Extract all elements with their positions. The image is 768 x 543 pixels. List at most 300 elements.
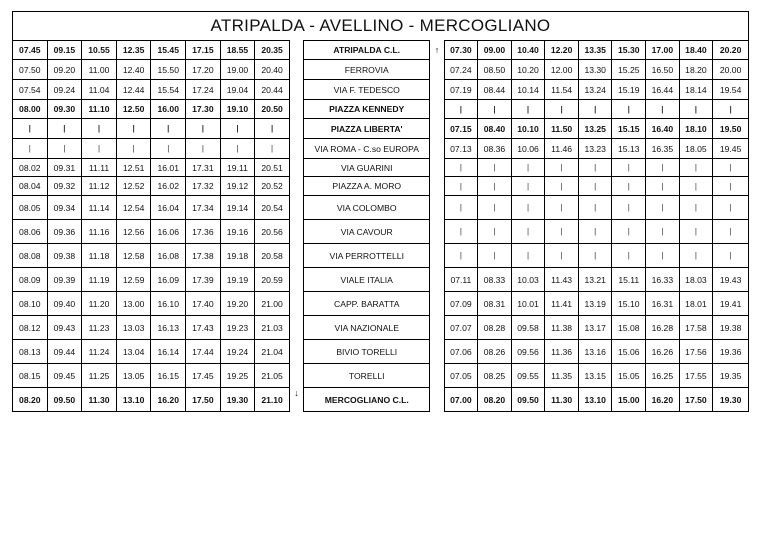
return-time-cell: 09.50: [511, 388, 545, 412]
outbound-time-cell: 08.08: [13, 244, 48, 268]
return-time-cell: 11.41: [545, 292, 579, 316]
outbound-time-cell: 13.03: [116, 316, 151, 340]
outbound-time-cell: |: [220, 139, 255, 159]
outbound-time-cell: 16.08: [151, 244, 186, 268]
return-time-cell: |: [545, 220, 579, 244]
outbound-direction-arrow: [289, 196, 303, 220]
return-time-cell: 07.13: [444, 139, 478, 159]
return-time-cell: 13.23: [578, 139, 612, 159]
return-time-cell: |: [545, 177, 579, 196]
outbound-time-cell: 09.20: [47, 60, 82, 80]
outbound-time-cell: 19.18: [220, 244, 255, 268]
outbound-time-cell: 17.40: [186, 292, 221, 316]
stop-name: MERCOGLIANO C.L.: [304, 388, 430, 412]
outbound-time-cell: 19.30: [220, 388, 255, 412]
return-direction-arrow: [430, 177, 444, 196]
stop-row: [13, 100, 749, 119]
stop-row: [13, 80, 749, 100]
outbound-time-cell: 19.11: [220, 159, 255, 177]
stop-row: [13, 41, 749, 60]
outbound-time-cell: 13.00: [116, 292, 151, 316]
return-time-cell: 08.26: [478, 340, 512, 364]
return-time-cell: 12.20: [545, 41, 579, 60]
outbound-time-cell: 20.56: [255, 220, 290, 244]
return-time-cell: 13.21: [578, 268, 612, 292]
outbound-time-cell: 08.02: [13, 159, 48, 177]
return-time-cell: 08.20: [478, 388, 512, 412]
outbound-direction-arrow: [289, 177, 303, 196]
return-direction-arrow: [430, 244, 444, 268]
outbound-time-cell: 11.14: [82, 196, 117, 220]
outbound-direction-arrow: [289, 364, 303, 388]
stop-row: [13, 220, 749, 244]
return-time-cell: |: [612, 196, 646, 220]
return-time-cell: 08.50: [478, 60, 512, 80]
return-time-cell: 15.19: [612, 80, 646, 100]
outbound-direction-arrow: [289, 340, 303, 364]
return-time-cell: 20.20: [713, 41, 749, 60]
return-time-cell: 11.46: [545, 139, 579, 159]
return-time-cell: 08.36: [478, 139, 512, 159]
return-time-cell: 13.15: [578, 364, 612, 388]
outbound-time-cell: 17.38: [186, 244, 221, 268]
stop-name: BIVIO TORELLI: [304, 340, 430, 364]
return-time-cell: |: [478, 100, 512, 119]
outbound-time-cell: 11.23: [82, 316, 117, 340]
return-time-cell: 17.58: [679, 316, 713, 340]
outbound-time-cell: 21.03: [255, 316, 290, 340]
return-time-cell: 08.40: [478, 119, 512, 139]
return-time-cell: |: [478, 244, 512, 268]
outbound-time-cell: |: [220, 119, 255, 139]
outbound-time-cell: 09.32: [47, 177, 82, 196]
return-time-cell: 07.05: [444, 364, 478, 388]
return-time-cell: |: [713, 220, 749, 244]
outbound-time-cell: |: [255, 119, 290, 139]
return-time-cell: 10.01: [511, 292, 545, 316]
return-direction-arrow: [430, 159, 444, 177]
stop-row: [13, 196, 749, 220]
return-time-cell: 11.50: [545, 119, 579, 139]
outbound-direction-arrow: [289, 244, 303, 268]
return-time-cell: |: [612, 244, 646, 268]
return-time-cell: |: [545, 100, 579, 119]
stop-name: FERROVIA: [304, 60, 430, 80]
outbound-time-cell: 21.10: [255, 388, 290, 412]
return-time-cell: |: [713, 159, 749, 177]
return-time-cell: |: [646, 244, 680, 268]
return-time-cell: 19.36: [713, 340, 749, 364]
return-time-cell: 15.06: [612, 340, 646, 364]
outbound-time-cell: 16.15: [151, 364, 186, 388]
outbound-time-cell: 16.10: [151, 292, 186, 316]
return-time-cell: 07.30: [444, 41, 478, 60]
return-time-cell: 13.17: [578, 316, 612, 340]
stop-row: [13, 119, 749, 139]
return-time-cell: 11.43: [545, 268, 579, 292]
return-time-cell: 13.24: [578, 80, 612, 100]
stop-row: [13, 159, 749, 177]
return-time-cell: 16.33: [646, 268, 680, 292]
outbound-time-cell: |: [151, 119, 186, 139]
return-time-cell: 15.00: [612, 388, 646, 412]
return-time-cell: |: [646, 196, 680, 220]
return-time-cell: 19.35: [713, 364, 749, 388]
return-time-cell: 10.40: [511, 41, 545, 60]
return-direction-arrow: [430, 340, 444, 364]
outbound-time-cell: 09.40: [47, 292, 82, 316]
return-time-cell: 13.35: [578, 41, 612, 60]
return-time-cell: 10.14: [511, 80, 545, 100]
outbound-time-cell: |: [82, 119, 117, 139]
outbound-time-cell: 16.06: [151, 220, 186, 244]
outbound-time-cell: 17.15: [186, 41, 221, 60]
outbound-time-cell: 19.12: [220, 177, 255, 196]
timetable-grid: [12, 40, 749, 412]
outbound-time-cell: 09.38: [47, 244, 82, 268]
return-time-cell: 19.38: [713, 316, 749, 340]
return-time-cell: |: [511, 220, 545, 244]
outbound-time-cell: 15.45: [151, 41, 186, 60]
return-time-cell: |: [444, 100, 478, 119]
outbound-time-cell: |: [116, 119, 151, 139]
outbound-time-cell: 09.31: [47, 159, 82, 177]
outbound-time-cell: 07.54: [13, 80, 48, 100]
stop-name: VIA GUARINI: [304, 159, 430, 177]
outbound-time-cell: 17.36: [186, 220, 221, 244]
outbound-time-cell: 19.20: [220, 292, 255, 316]
return-time-cell: 08.44: [478, 80, 512, 100]
outbound-time-cell: 11.12: [82, 177, 117, 196]
outbound-time-cell: |: [151, 139, 186, 159]
return-time-cell: |: [679, 159, 713, 177]
outbound-time-cell: 17.45: [186, 364, 221, 388]
return-time-cell: |: [612, 100, 646, 119]
outbound-time-cell: |: [13, 139, 48, 159]
outbound-time-cell: 08.13: [13, 340, 48, 364]
return-time-cell: 18.01: [679, 292, 713, 316]
return-time-cell: |: [511, 177, 545, 196]
outbound-time-cell: 19.19: [220, 268, 255, 292]
return-direction-arrow: [430, 268, 444, 292]
outbound-time-cell: 08.05: [13, 196, 48, 220]
outbound-time-cell: 17.20: [186, 60, 221, 80]
return-time-cell: 18.03: [679, 268, 713, 292]
outbound-direction-arrow: [289, 268, 303, 292]
return-time-cell: 19.41: [713, 292, 749, 316]
outbound-time-cell: 19.14: [220, 196, 255, 220]
return-time-cell: |: [478, 159, 512, 177]
outbound-time-cell: 16.13: [151, 316, 186, 340]
outbound-time-cell: 08.20: [13, 388, 48, 412]
return-time-cell: 13.30: [578, 60, 612, 80]
return-time-cell: 10.20: [511, 60, 545, 80]
stop-name: VIA ROMA - C.so EUROPA: [304, 139, 430, 159]
outbound-time-cell: 19.25: [220, 364, 255, 388]
return-time-cell: |: [444, 177, 478, 196]
return-time-cell: 19.54: [713, 80, 749, 100]
return-time-cell: 17.50: [679, 388, 713, 412]
outbound-direction-arrow: [289, 119, 303, 139]
return-time-cell: 07.24: [444, 60, 478, 80]
stop-row: [13, 316, 749, 340]
outbound-time-cell: 12.54: [116, 196, 151, 220]
outbound-direction-arrow: [289, 41, 303, 60]
return-time-cell: |: [511, 159, 545, 177]
return-direction-arrow: [430, 292, 444, 316]
return-time-cell: |: [545, 244, 579, 268]
return-time-cell: 09.55: [511, 364, 545, 388]
return-time-cell: |: [646, 220, 680, 244]
return-time-cell: |: [444, 159, 478, 177]
return-time-cell: 07.00: [444, 388, 478, 412]
outbound-time-cell: 19.24: [220, 340, 255, 364]
outbound-time-cell: 16.01: [151, 159, 186, 177]
return-time-cell: 16.20: [646, 388, 680, 412]
return-time-cell: |: [679, 100, 713, 119]
return-time-cell: 07.07: [444, 316, 478, 340]
outbound-time-cell: 20.35: [255, 41, 290, 60]
outbound-time-cell: 11.25: [82, 364, 117, 388]
outbound-time-cell: 09.24: [47, 80, 82, 100]
outbound-time-cell: 09.36: [47, 220, 82, 244]
stop-name: PIAZZA KENNEDY: [304, 100, 430, 119]
outbound-time-cell: 12.50: [116, 100, 151, 119]
outbound-time-cell: 08.10: [13, 292, 48, 316]
outbound-time-cell: 12.59: [116, 268, 151, 292]
outbound-direction-arrow: [289, 159, 303, 177]
outbound-time-cell: 08.06: [13, 220, 48, 244]
outbound-time-cell: 19.00: [220, 60, 255, 80]
outbound-time-cell: 19.04: [220, 80, 255, 100]
outbound-time-cell: 11.04: [82, 80, 117, 100]
stop-row: [13, 340, 749, 364]
return-time-cell: 12.00: [545, 60, 579, 80]
return-time-cell: 08.25: [478, 364, 512, 388]
outbound-time-cell: 16.09: [151, 268, 186, 292]
return-time-cell: 13.19: [578, 292, 612, 316]
return-time-cell: 15.05: [612, 364, 646, 388]
return-time-cell: |: [578, 244, 612, 268]
return-time-cell: |: [713, 100, 749, 119]
return-time-cell: 08.28: [478, 316, 512, 340]
return-time-cell: |: [646, 177, 680, 196]
outbound-time-cell: 21.04: [255, 340, 290, 364]
outbound-time-cell: 20.40: [255, 60, 290, 80]
return-time-cell: |: [578, 177, 612, 196]
outbound-time-cell: 11.18: [82, 244, 117, 268]
return-direction-arrow: [430, 139, 444, 159]
outbound-direction-arrow: [289, 100, 303, 119]
outbound-time-cell: 10.55: [82, 41, 117, 60]
return-time-cell: |: [713, 196, 749, 220]
outbound-direction-arrow: [289, 139, 303, 159]
outbound-time-cell: 17.50: [186, 388, 221, 412]
return-time-cell: 10.06: [511, 139, 545, 159]
outbound-time-cell: 08.12: [13, 316, 48, 340]
outbound-time-cell: 11.10: [82, 100, 117, 119]
return-time-cell: 15.25: [612, 60, 646, 80]
stop-row: [13, 60, 749, 80]
outbound-time-cell: 12.52: [116, 177, 151, 196]
return-time-cell: |: [612, 177, 646, 196]
return-time-cell: 20.00: [713, 60, 749, 80]
return-direction-arrow: [430, 80, 444, 100]
stop-name: TORELLI: [304, 364, 430, 388]
return-time-cell: |: [679, 220, 713, 244]
return-time-cell: 13.16: [578, 340, 612, 364]
return-time-cell: |: [713, 177, 749, 196]
return-time-cell: 16.28: [646, 316, 680, 340]
stop-row: [13, 177, 749, 196]
outbound-time-cell: 07.45: [13, 41, 48, 60]
outbound-time-cell: 17.30: [186, 100, 221, 119]
outbound-time-cell: 12.51: [116, 159, 151, 177]
return-time-cell: 07.19: [444, 80, 478, 100]
outbound-time-cell: 09.45: [47, 364, 82, 388]
outbound-time-cell: 09.43: [47, 316, 82, 340]
outbound-time-cell: 11.20: [82, 292, 117, 316]
return-direction-arrow: [430, 316, 444, 340]
stop-row: [13, 292, 749, 316]
return-time-cell: |: [679, 177, 713, 196]
return-direction-arrow: [430, 388, 444, 412]
return-time-cell: 16.35: [646, 139, 680, 159]
outbound-time-cell: 11.16: [82, 220, 117, 244]
outbound-time-cell: 11.30: [82, 388, 117, 412]
outbound-direction-arrow: [289, 60, 303, 80]
stop-row: [13, 139, 749, 159]
outbound-time-cell: 09.34: [47, 196, 82, 220]
return-time-cell: 10.03: [511, 268, 545, 292]
outbound-direction-arrow: [289, 292, 303, 316]
return-time-cell: |: [444, 244, 478, 268]
outbound-time-cell: 20.59: [255, 268, 290, 292]
return-time-cell: |: [545, 196, 579, 220]
return-time-cell: 15.08: [612, 316, 646, 340]
outbound-time-cell: |: [13, 119, 48, 139]
stop-row: [13, 244, 749, 268]
outbound-time-cell: 12.56: [116, 220, 151, 244]
outbound-time-cell: 11.24: [82, 340, 117, 364]
return-time-cell: |: [444, 196, 478, 220]
outbound-time-cell: 16.00: [151, 100, 186, 119]
return-time-cell: |: [679, 244, 713, 268]
outbound-time-cell: 20.51: [255, 159, 290, 177]
return-time-cell: 10.10: [511, 119, 545, 139]
return-time-cell: 16.26: [646, 340, 680, 364]
outbound-time-cell: |: [82, 139, 117, 159]
return-time-cell: |: [545, 159, 579, 177]
stop-name: PIAZZA A. MORO: [304, 177, 430, 196]
return-time-cell: 16.25: [646, 364, 680, 388]
outbound-time-cell: 09.15: [47, 41, 82, 60]
return-time-cell: 18.05: [679, 139, 713, 159]
return-time-cell: |: [578, 100, 612, 119]
outbound-time-cell: 16.20: [151, 388, 186, 412]
return-time-cell: 15.13: [612, 139, 646, 159]
outbound-time-cell: |: [47, 139, 82, 159]
return-time-cell: |: [511, 196, 545, 220]
return-time-cell: 08.33: [478, 268, 512, 292]
outbound-time-cell: 17.32: [186, 177, 221, 196]
stop-name: VIA COLOMBO: [304, 196, 430, 220]
outbound-time-cell: |: [116, 139, 151, 159]
outbound-time-cell: 16.02: [151, 177, 186, 196]
outbound-time-cell: |: [186, 139, 221, 159]
return-time-cell: 13.25: [578, 119, 612, 139]
outbound-time-cell: 17.39: [186, 268, 221, 292]
outbound-time-cell: 12.35: [116, 41, 151, 60]
return-time-cell: 17.00: [646, 41, 680, 60]
stop-name: PIAZZA LIBERTA': [304, 119, 430, 139]
return-time-cell: 11.35: [545, 364, 579, 388]
return-time-cell: 19.43: [713, 268, 749, 292]
return-time-cell: 09.56: [511, 340, 545, 364]
stop-name: VIA PERROTTELLI: [304, 244, 430, 268]
timetable-title: ATRIPALDA - AVELLINO - MERCOGLIANO: [12, 11, 749, 40]
return-time-cell: 18.40: [679, 41, 713, 60]
outbound-time-cell: 07.50: [13, 60, 48, 80]
return-direction-arrow: ↑: [430, 41, 444, 60]
return-time-cell: 18.10: [679, 119, 713, 139]
return-time-cell: 13.10: [578, 388, 612, 412]
stop-name: VIALE ITALIA: [304, 268, 430, 292]
return-time-cell: 16.40: [646, 119, 680, 139]
return-time-cell: 16.44: [646, 80, 680, 100]
outbound-time-cell: 13.05: [116, 364, 151, 388]
return-time-cell: 07.09: [444, 292, 478, 316]
return-direction-arrow: [430, 100, 444, 119]
return-time-cell: |: [478, 220, 512, 244]
return-time-cell: |: [578, 196, 612, 220]
outbound-time-cell: 12.44: [116, 80, 151, 100]
outbound-time-cell: |: [255, 139, 290, 159]
return-direction-arrow: [430, 119, 444, 139]
outbound-time-cell: 17.44: [186, 340, 221, 364]
outbound-time-cell: 12.58: [116, 244, 151, 268]
return-direction-arrow: [430, 364, 444, 388]
outbound-time-cell: 13.10: [116, 388, 151, 412]
return-time-cell: 09.58: [511, 316, 545, 340]
outbound-time-cell: 08.09: [13, 268, 48, 292]
stop-row: [13, 364, 749, 388]
stop-name: VIA NAZIONALE: [304, 316, 430, 340]
return-time-cell: 17.56: [679, 340, 713, 364]
return-time-cell: |: [679, 196, 713, 220]
stop-name: VIA F. TEDESCO: [304, 80, 430, 100]
return-direction-arrow: [430, 220, 444, 244]
return-time-cell: 11.30: [545, 388, 579, 412]
outbound-direction-arrow: [289, 316, 303, 340]
outbound-time-cell: 19.10: [220, 100, 255, 119]
stop-row: [13, 388, 749, 412]
return-time-cell: 11.54: [545, 80, 579, 100]
outbound-time-cell: 20.54: [255, 196, 290, 220]
return-time-cell: 07.11: [444, 268, 478, 292]
return-time-cell: |: [511, 244, 545, 268]
return-time-cell: 07.06: [444, 340, 478, 364]
outbound-time-cell: 08.04: [13, 177, 48, 196]
outbound-time-cell: 18.55: [220, 41, 255, 60]
return-time-cell: 07.15: [444, 119, 478, 139]
outbound-time-cell: 15.50: [151, 60, 186, 80]
outbound-time-cell: 16.14: [151, 340, 186, 364]
return-time-cell: 16.31: [646, 292, 680, 316]
outbound-time-cell: 11.00: [82, 60, 117, 80]
outbound-time-cell: |: [186, 119, 221, 139]
outbound-time-cell: 20.44: [255, 80, 290, 100]
